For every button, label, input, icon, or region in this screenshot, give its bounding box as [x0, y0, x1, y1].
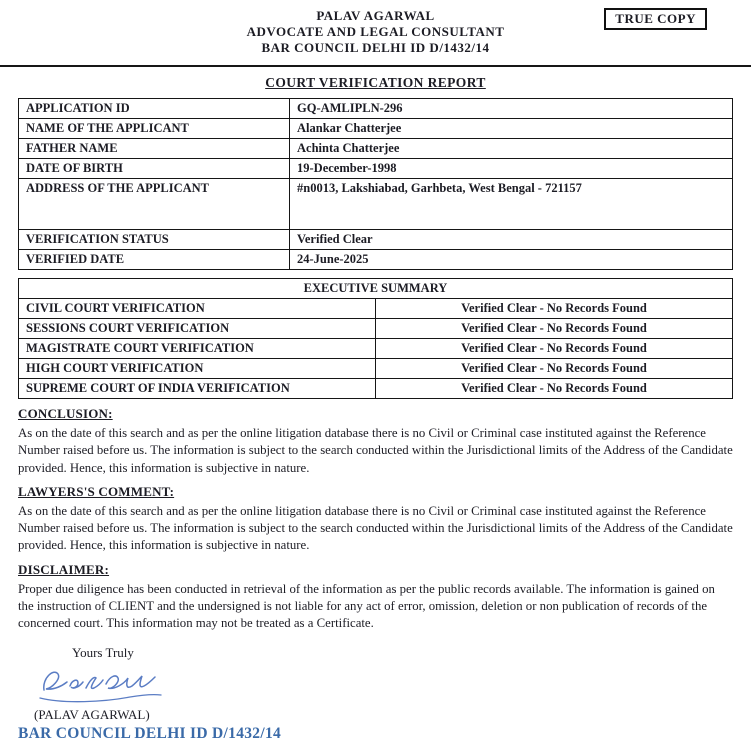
- row-label: DATE OF BIRTH: [19, 159, 290, 179]
- section-heading: CONCLUSION:: [18, 406, 113, 421]
- row-label: FATHER NAME: [19, 139, 290, 159]
- table-row: [19, 379, 733, 399]
- row-value: Verified Clear - No Records Found: [376, 319, 733, 339]
- footer-bar-id: BAR COUNCIL DELHI ID D/1432/14: [18, 725, 282, 743]
- row-value: 19-December-1998: [290, 159, 733, 179]
- header-divider: [0, 65, 751, 67]
- row-label: APPLICATION ID: [19, 99, 290, 119]
- table-row: [19, 319, 733, 339]
- report-title: COURT VERIFICATION REPORT: [265, 75, 486, 90]
- row-value: GQ-AMLIPLN-296: [290, 99, 733, 119]
- applicant-table: [18, 98, 733, 270]
- table-row: [19, 119, 733, 139]
- table-row: [19, 250, 733, 270]
- row-label: CIVIL COURT VERIFICATION: [19, 299, 376, 319]
- executive-summary-table: [18, 278, 733, 399]
- row-value: Verified Clear - No Records Found: [376, 299, 733, 319]
- row-label: VERIFIED DATE: [19, 250, 290, 270]
- table-row: [19, 359, 733, 379]
- row-label: HIGH COURT VERIFICATION: [19, 359, 376, 379]
- table-row: [19, 299, 733, 319]
- table-row: [19, 339, 733, 359]
- row-value: Verified Clear: [290, 230, 733, 250]
- disclaimer-section: [18, 562, 733, 633]
- row-label: SESSIONS COURT VERIFICATION: [19, 319, 376, 339]
- row-value: Verified Clear - No Records Found: [376, 359, 733, 379]
- conclusion-section: [18, 406, 733, 477]
- section-heading: DISCLAIMER:: [18, 561, 110, 577]
- executive-summary-title: EXECUTIVE SUMMARY: [19, 279, 733, 299]
- row-label: SUPREME COURT OF INDIA VERIFICATION: [19, 379, 376, 399]
- table-row: [19, 159, 733, 179]
- table-row: [19, 279, 733, 299]
- row-value: #n0013, Lakshiabad, Garhbeta, West Bengal - 721157: [290, 179, 733, 230]
- advocate-bar-id: BAR COUNCIL DELHI ID D/1432/14: [261, 40, 490, 55]
- row-value: Alankar Chatterjee: [290, 119, 733, 139]
- row-label: ADDRESS OF THE APPLICANT: [19, 179, 290, 230]
- row-value: Verified Clear - No Records Found: [376, 339, 733, 359]
- signatory-name: (PALAV AGARWAL): [34, 707, 150, 723]
- true-copy-label: TRUE COPY: [615, 11, 696, 26]
- row-label: MAGISTRATE COURT VERIFICATION: [19, 339, 376, 359]
- row-value: Achinta Chatterjee: [290, 139, 733, 159]
- signature-image: [34, 662, 751, 707]
- section-body: Proper due diligence has been conducted in retrieval of the information as per the public records available. The information is gained on the instruction of CLIENT and the undersigned is not liable for any act of error, omission, deletion or non publication of records of the concerned court. This information may not be treated as a Certificate.: [18, 581, 715, 631]
- row-value: Verified Clear - No Records Found: [376, 379, 733, 399]
- table-row: [19, 230, 733, 250]
- section-body: As on the date of this search and as per the online litigation database there is no Civil or Criminal case instituted against the Reference Number raised before us. The information is subject to the search conducted within the Jurisdictional limits of the Address of the Candidate provided. Hence, this information is subjective in nature.: [18, 503, 733, 553]
- section-heading: LAWYERS'S COMMENT:: [18, 483, 175, 499]
- advocate-title: ADVOCATE AND LEGAL CONSULTANT: [246, 24, 505, 39]
- row-label: VERIFICATION STATUS: [19, 230, 290, 250]
- advocate-name: PALAV AGARWAL: [316, 8, 435, 23]
- true-copy-stamp: [604, 8, 707, 30]
- row-label: NAME OF THE APPLICANT: [19, 119, 290, 139]
- table-row: [19, 179, 733, 230]
- lawyers-comment-section: [18, 484, 733, 555]
- row-value: 24-June-2025: [290, 250, 733, 270]
- table-row: [19, 139, 733, 159]
- section-body: As on the date of this search and as per the online litigation database there is no Civil or Criminal case instituted against the Reference Number raised before us. The information is subject to the search conducted within the Jurisdictional limits of the Address of the Candidate provided. Hence, this information is subjective in nature.: [18, 426, 733, 475]
- closing-line: Yours Truly: [72, 645, 134, 661]
- table-row: [19, 99, 733, 119]
